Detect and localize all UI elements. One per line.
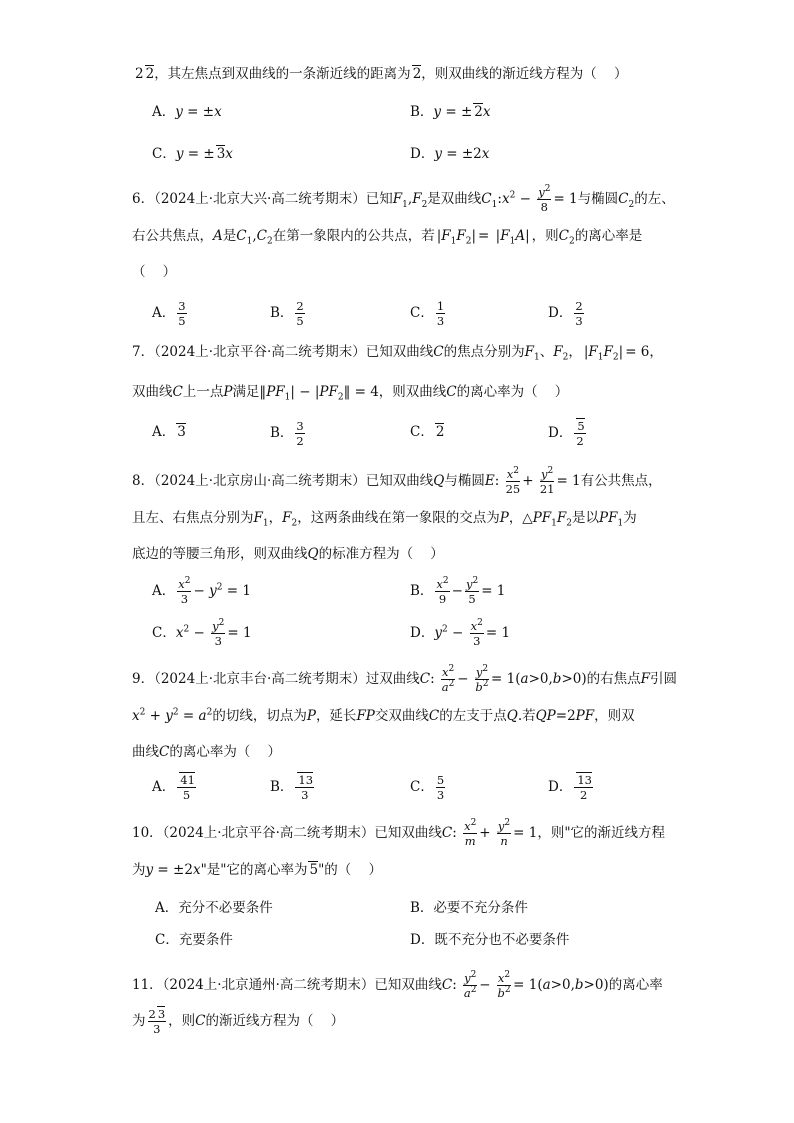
q7-option-d[interactable]: D． $\frac{5}{2}$	[548, 419, 585, 449]
q10-stem-line2: 为y = ±2x"是"它的离心率为 5"的（ ）	[132, 862, 382, 878]
q9-option-c[interactable]: C． $\frac{5}{3}$	[410, 773, 445, 803]
q9-option-a[interactable]: A． $\frac{41}{5}$	[152, 773, 195, 803]
q11-stem-line1: 11．（2024上·北京通州·高二统考期末）已知双曲线C: $\frac{y^2}{a^2}$ − $\frac{x^2}{b^2}$ = 1(a>0,b>0)的离心率	[132, 970, 663, 1001]
q10-option-c[interactable]: C．充要条件	[155, 932, 233, 948]
q11-stem-line2: 为 $\frac{2 3}{3}$ ，则C的渐近线方程为（ ）	[132, 1007, 345, 1037]
q8-option-d[interactable]: D．$y^2$ − $\frac{x^2}{3}$ = 1	[410, 618, 511, 649]
q8-option-a[interactable]: A． $\frac{x^2}{3}$ − $y^2 = 1$	[152, 576, 251, 607]
q9-stem-line3: 曲线C的离心率为（ ）	[132, 744, 282, 760]
q6-option-c[interactable]: C． $\frac{1}{3}$	[410, 299, 445, 329]
q8-stem-line3: 底边的等腰三角形，则双曲线Q的标准方程为（ ）	[132, 546, 444, 562]
q5-stem-tail: 2 2，其左焦点到双曲线的一条渐近线的距离为 2，则双曲线的渐近线方程为（ ）	[135, 66, 628, 82]
q6-option-a[interactable]: A． $\frac{3}{5}$	[152, 299, 186, 329]
q10-stem-line1: 10．（2024上·北京平谷·高二统考期末）已知双曲线C: $\frac{x^2}{m}$ + $\frac{y^2}{n}$ = 1，则"它的渐近线方程	[132, 818, 666, 849]
q8-stem-line2: 且左、右焦点分别为$F_1$，$F_2$，这两条曲线在第一象限的交点为P，$\triangle PF_1F_2$是以$PF_1$为	[132, 510, 637, 529]
q9-option-d[interactable]: D． $\frac{13}{2}$	[548, 773, 592, 803]
q5-option-a[interactable]: A．y = ±x	[152, 104, 222, 120]
q7-option-b[interactable]: B． $\frac{3}{2}$	[270, 419, 304, 449]
q5-option-b[interactable]: B．y = ± 2x	[410, 104, 491, 120]
q10-option-d[interactable]: D．既不充分也不必要条件	[410, 932, 570, 948]
q10-option-b[interactable]: B．必要不充分条件	[410, 900, 528, 916]
q10-option-a[interactable]: A．充分不必要条件	[155, 900, 273, 916]
q6-stem-line1: 6．（2024上·北京大兴·高二统考期末）已知$F_1,F_2$是双曲线$C_1:x^2$ − $\frac{y^2}{8}$ = 1与椭圆$C_2$的左、	[132, 184, 675, 215]
q8-stem-line1: 8．（2024上·北京房山·高二统考期末）已知双曲线Q与椭圆E: $\frac{x^2}{25}$ + $\frac{y^2}{21}$ = 1有公共焦点，	[132, 466, 662, 497]
q6-stem-line2: 右公共焦点，A是$C_1,C_2$在第一象限内的公共点，若 $|F_1F_2| = |F_1A|$ ，则$C_2$的离心率是	[132, 228, 643, 247]
q6-option-b[interactable]: B． $\frac{2}{5}$	[270, 299, 304, 329]
q8-option-b[interactable]: B． $\frac{x^2}{9}$ − $\frac{y^2}{5}$ = 1	[410, 576, 506, 607]
q7-option-c[interactable]: C． 2	[410, 424, 445, 440]
q7-stem-line2: 双曲线C上一点P满足$‖PF_1|$ − $|PF_2‖ = 4$，则双曲线C的离心率为（ ）	[132, 384, 569, 403]
q9-stem-line2: $x^2 + y^2 = a^2$的切线，切点为P，延长FP交双曲线C的左支于点Q.若QP=2PF，则双	[132, 707, 635, 724]
q6-stem-line3: （ ）	[132, 264, 177, 280]
q8-option-c[interactable]: C．$x^2$ − $\frac{y^2}{3}$ = 1	[152, 618, 252, 649]
q6-option-d[interactable]: D． $\frac{2}{3}$	[548, 299, 583, 329]
q5-option-c[interactable]: C．y = ± 3x	[152, 146, 233, 162]
q9-option-b[interactable]: B． $\frac{13}{3}$	[270, 773, 314, 803]
q5-option-d[interactable]: D．y = ±2x	[410, 146, 490, 162]
q7-option-a[interactable]: A． 3	[152, 424, 186, 440]
q9-stem-line1: 9．（2024上·北京丰台·高二统考期末）过双曲线C: $\frac{x^2}{a^2}$ − $\frac{y^2}{b^2}$ = 1(a>0,b>0)的右焦点F引圆	[132, 664, 677, 695]
q7-stem-line1: 7．（2024上·北京平谷·高二统考期末）已知双曲线C的焦点分别为$F_1$、$F_2$， $|F_1F_2| = 6$，	[132, 344, 663, 363]
